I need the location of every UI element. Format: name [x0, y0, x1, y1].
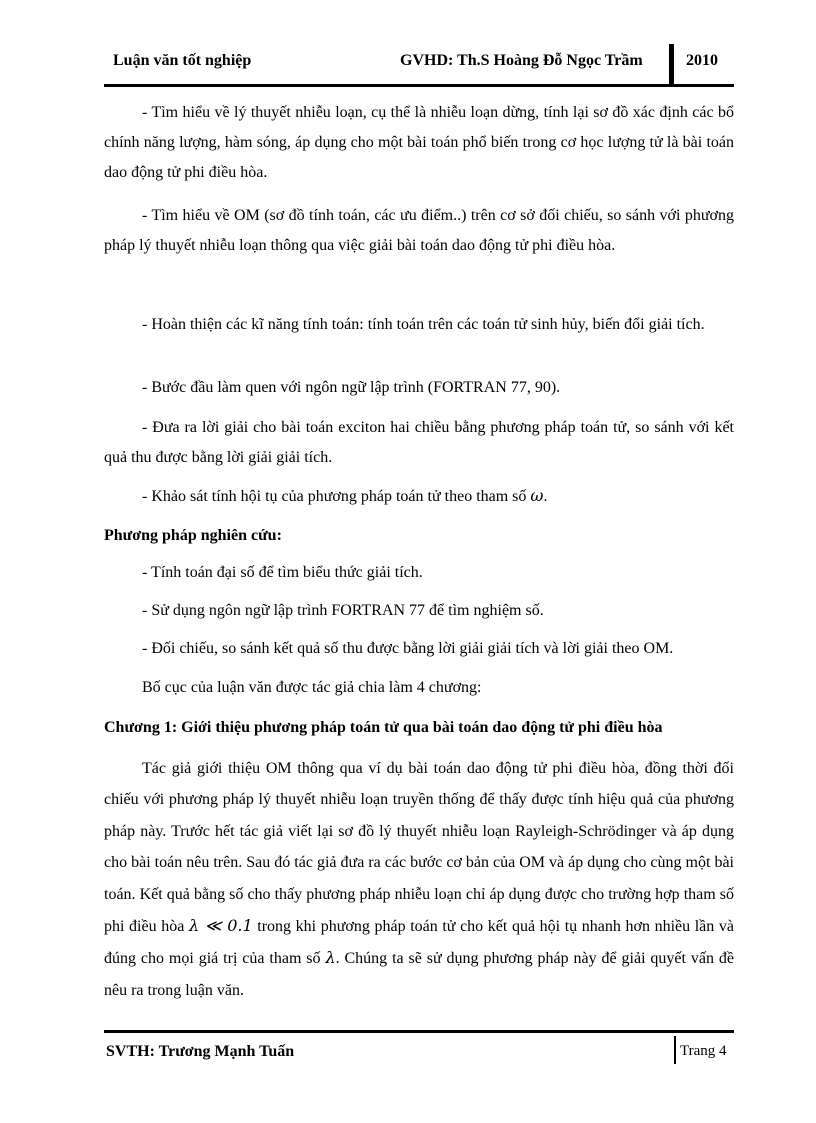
footer-student: SVTH: Trương Mạnh Tuấn: [106, 1043, 295, 1060]
method-item-3: - Đối chiếu, so sánh kết quả số thu được bằng lời giải giải tích và lời giải theo OM.: [142, 640, 674, 657]
method-item-1: - Tính toán đại số để tìm biểu thức giải tích.: [142, 564, 423, 581]
header-advisor: GVHD: Th.S Hoàng Đỗ Ngọc Trầm: [400, 52, 643, 69]
objective-paragraph-2: - Tìm hiểu về OM (sơ đồ tính toán, các ưu điểm..) trên cơ sở đối chiếu, so sánh với phương pháp lý thuyết nhiễu loạn thông qua việc giải bài toán dao động tử phi điều hòa.: [104, 207, 734, 254]
methods-heading: Phương pháp nghiên cứu:: [104, 527, 282, 544]
objective-paragraph-5: - Đưa ra lời giải cho bài toán exciton hai chiều bằng phương pháp toán tử, so sánh với kết quả thu được bằng lời giải giải tích.: [104, 419, 734, 466]
page-number: Trang 4: [680, 1043, 727, 1059]
chapter-1-paragraph: [104, 753, 734, 1006]
objective-paragraph-3: - Hoàn thiện các kĩ năng tính toán: tính toán trên các toán tử sinh hủy, biến đổi giải tích.: [142, 316, 705, 333]
header-title: Luận văn tốt nghiệp: [113, 52, 252, 69]
layout-intro: Bố cục của luận văn được tác giả chia làm 4 chương:: [142, 679, 482, 696]
method-item-2: - Sử dụng ngôn ngữ lập trình FORTRAN 77 để tìm nghiệm số.: [142, 602, 544, 619]
chapter-1-heading: Chương 1: Giới thiệu phương pháp toán tử qua bài toán dao động tử phi điều hòa: [104, 719, 663, 736]
chapter-1-text-part-3: . Chúng ta sẽ sử dụng phương pháp này để giải quyết vấn đề nêu ra trong luận văn.: [104, 950, 734, 999]
chapter-1-text-part-2: trong khi phương pháp toán tử cho kết quả hội tụ nhanh hơn nhiều lần và đúng cho mọi giá trị của tham số: [104, 918, 734, 968]
omega-symbol: ω: [530, 486, 544, 505]
lambda-symbol: λ: [325, 948, 336, 968]
lambda-condition: λ ≪ 0.1: [188, 916, 253, 936]
objective-paragraph-6: [104, 481, 734, 512]
objective-paragraph-6-text: - Khảo sát tính hội tụ của phương pháp toán tử theo tham số: [142, 488, 531, 505]
header-year: 2010: [686, 52, 718, 69]
chapter-1-text-part-1: Tác giả giới thiệu OM thông qua ví dụ bài toán dao động tử phi điều hòa, đồng thời đối chiếu với phương pháp lý thuyết nhiễu loạn truyền thống để thấy được tính hiệu quả của phương pháp này. Trước hết tác giả viết lại sơ đồ lý thuyết nhiễu loạn Rayleigh-Schrödinger và áp dụng cho bài toán nêu trên. Sau đó tác giả đưa ra các bước cơ bản của OM và áp dụng cho cùng một bài toán. Kết quả bằng số cho thấy phương pháp nhiễu loạn chỉ áp dụng được cho trường hợp tham số phi điều hòa: [104, 760, 734, 936]
objective-paragraph-6-end: .: [543, 488, 548, 505]
objective-paragraph-4: - Bước đầu làm quen với ngôn ngữ lập trình (FORTRAN 77, 90).: [142, 379, 561, 396]
footer-divider: [674, 1036, 676, 1064]
page-footer: [104, 1030, 734, 1069]
objective-paragraph-1: - Tìm hiểu về lý thuyết nhiễu loạn, cụ thể là nhiễu loạn dừng, tính lại sơ đồ xác định các bổ chính năng lượng, hàm sóng, áp dụng cho một bài toán phổ biến trong cơ học lượng tử là bài toán dao động tử phi điều hòa.: [104, 104, 734, 181]
